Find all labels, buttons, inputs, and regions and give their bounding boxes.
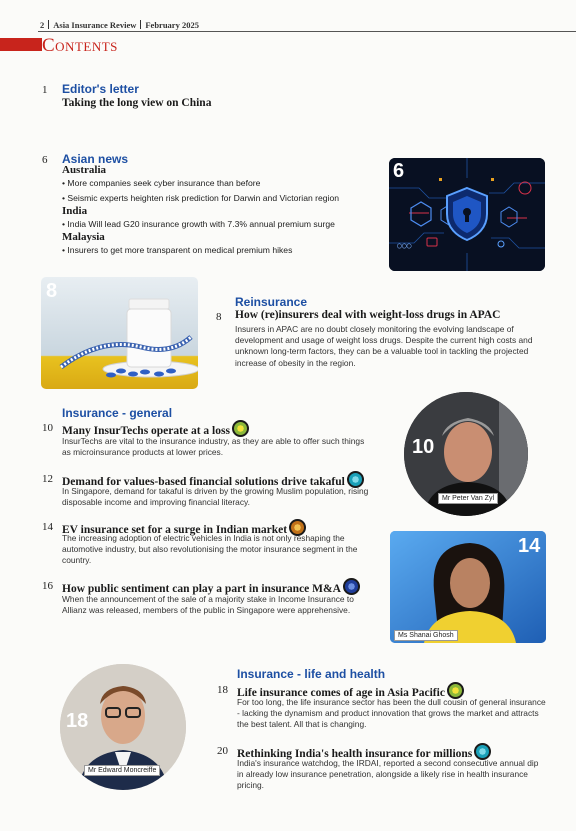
header-rule <box>38 31 576 32</box>
section-heading-insurance-general[interactable]: Insurance - general <box>62 406 173 420</box>
article-title-text: Rethinking India's health insurance for millions <box>237 748 473 760</box>
section-heading-reinsurance[interactable]: Reinsurance <box>235 295 308 309</box>
image-page-number: 14 <box>518 535 541 557</box>
page-number: 12 <box>42 473 53 485</box>
green-badge-icon <box>232 420 249 437</box>
photo-caption: Mr Peter Van Zyl <box>438 493 498 504</box>
portrait-shanai-ghosh <box>390 531 546 643</box>
page-number: 16 <box>42 580 53 592</box>
page-number: 8 <box>216 311 222 323</box>
header-publication: Asia Insurance Review <box>53 20 137 30</box>
country-heading: Australia <box>62 164 106 176</box>
page-number: 14 <box>42 521 53 533</box>
article-title-text: EV insurance set for a surge in Indian market <box>62 524 288 536</box>
image-page-number: 10 <box>412 436 435 458</box>
image-page-number: 8 <box>46 280 58 302</box>
article-description: When the announcement of the sale of a majority stake in Income Insurance to Allianz was released, members of the public in Singapore were apprehensive. <box>62 594 354 616</box>
photo-caption: Ms Shanai Ghosh <box>394 630 458 641</box>
page-number: 1 <box>42 84 48 96</box>
header-separator <box>48 20 49 29</box>
page-number: 20 <box>217 745 228 757</box>
image-page-number: 18 <box>66 710 89 732</box>
header-separator <box>140 20 141 29</box>
news-item-text: India Will lead G20 insurance growth with 7.3% annual premium surge <box>67 219 335 229</box>
header-issue: February 2025 <box>145 20 199 30</box>
article-title[interactable]: Taking the long view on China <box>62 97 212 109</box>
news-item[interactable]: • Insurers to get more transparent on medical premium hikes <box>62 245 293 255</box>
page-number: 18 <box>217 684 228 696</box>
news-item[interactable]: • India Will lead G20 insurance growth with 7.3% annual premium surge <box>62 219 335 229</box>
section-heading-asian-news[interactable]: Asian news <box>62 152 129 166</box>
article-description: InsurTechs are vital to the insurance industry, as they are able to offer such things as microinsurance products at lower prices. <box>62 436 365 458</box>
section-heading-insurance-life-health[interactable]: Insurance - life and health <box>237 667 386 681</box>
country-heading: Malaysia <box>62 231 105 243</box>
running-header <box>40 20 199 30</box>
page-number: 10 <box>42 422 53 434</box>
weight-loss-drugs-image <box>41 277 198 389</box>
portrait-peter-van-zyl <box>404 392 528 516</box>
article-description: In Singapore, demand for takaful is driven by the growing Muslim population, rising disposable income and improving financial literacy. <box>62 486 369 508</box>
article-description: Insurers in APAC are no doubt closely monitoring the evolving landscape of development and usage of weight loss drugs. Despite the current high costs and unknown long-term factors, they can be a valuable tool in tackling the projected increase of obesity in the region. <box>235 324 533 368</box>
header-page-number: 2 <box>40 20 45 30</box>
article-description: The increasing adoption of electric vehicles in India is not only reshaping the automotive industry, but also revolutionising the motor insurance segment in the country. <box>62 533 358 566</box>
article-title[interactable] <box>62 578 360 595</box>
article-title[interactable]: How (re)insurers deal with weight-loss drugs in APAC <box>235 309 501 321</box>
article-title[interactable] <box>62 420 249 437</box>
article-description: India's insurance watchdog, the IRDAI, reported a second consecutive annual dip in already low insurance penetration, alongside a likely rise in health insurance pricing. <box>237 758 539 791</box>
svg-text:○○○: ○○○ <box>397 241 412 250</box>
pill-bottle-illustration <box>41 277 198 389</box>
page-title: Contents <box>42 35 118 56</box>
portrait-edward-moncreiffe <box>60 664 186 790</box>
article-title-text: How public sentiment can play a part in insurance M&A <box>62 583 341 595</box>
article-title-text: Demand for values-based financial solutions drive takaful <box>62 476 345 488</box>
image-page-number: 6 <box>393 160 405 182</box>
photo-caption: Mr Edward Moncreiffe <box>84 765 160 776</box>
news-item-text: More companies seek cyber insurance than before <box>67 178 261 188</box>
blue-badge-icon <box>343 578 360 595</box>
accent-bar <box>0 38 42 51</box>
article-description: For too long, the life insurance sector has been the dull cousin of general insurance - lacking the dynamism and product innovation that grows the market and attracts the best talent. All that is changing. <box>237 697 546 730</box>
page-number: 6 <box>42 154 48 166</box>
news-item[interactable]: • More companies seek cyber insurance than before <box>62 178 261 188</box>
news-item-text: Seismic experts heighten risk prediction for Darwin and Victorian region <box>67 193 340 203</box>
news-item-text: Insurers to get more transparent on medical premium hikes <box>67 245 293 255</box>
news-item[interactable]: • Seismic experts heighten risk prediction for Darwin and Victorian region <box>62 193 340 203</box>
article-title-text: Many InsurTechs operate at a loss <box>62 425 230 437</box>
cyber-security-image <box>389 158 545 271</box>
article-title-text: Life insurance comes of age in Asia Pacific <box>237 687 445 699</box>
country-heading: India <box>62 205 88 217</box>
section-heading-editors-letter[interactable]: Editor's letter <box>62 82 139 96</box>
cyber-shield-illustration <box>389 158 545 271</box>
